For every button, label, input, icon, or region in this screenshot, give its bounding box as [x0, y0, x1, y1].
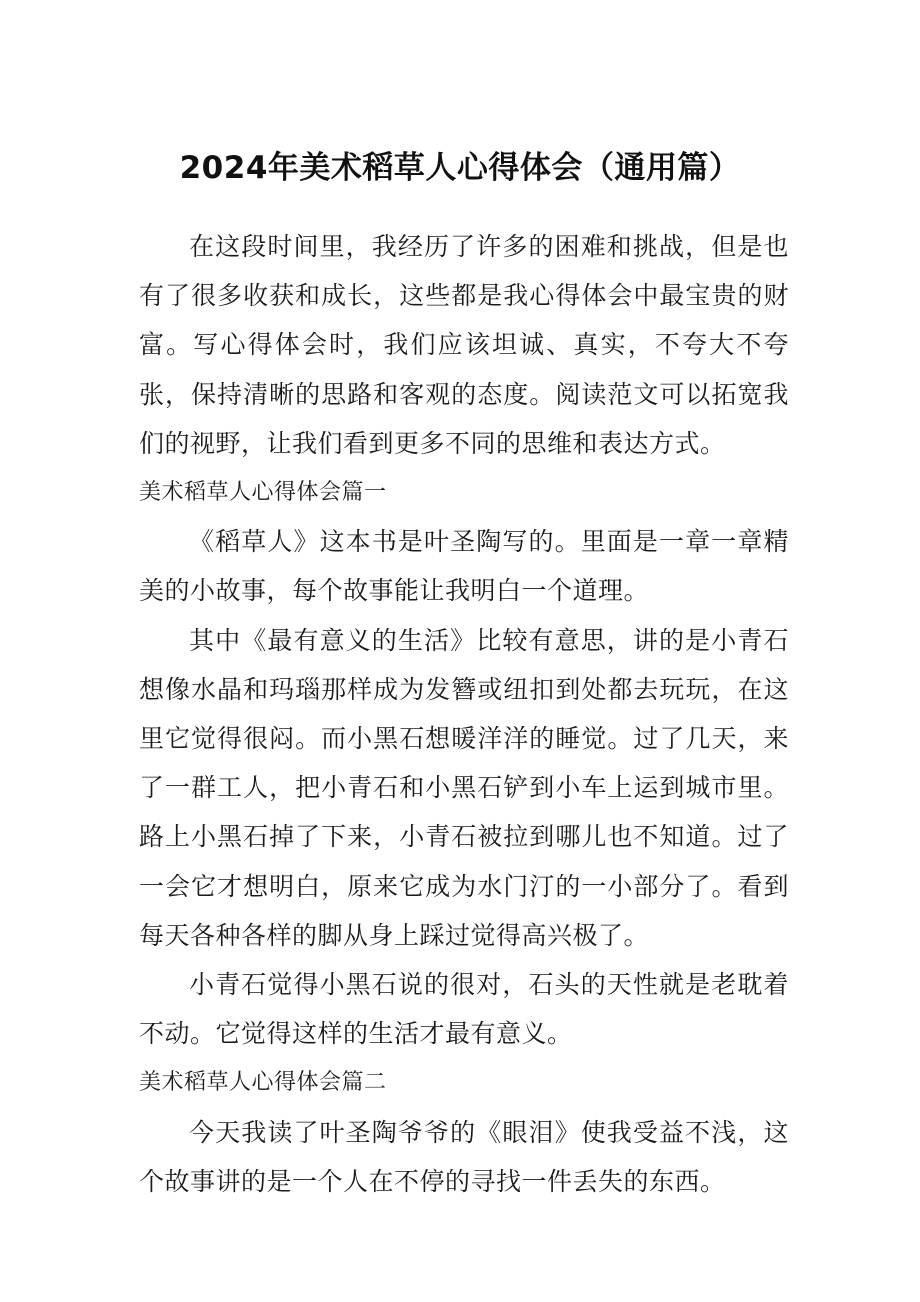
section1-paragraph-2: 其中《最有意义的生活》比较有意思，讲的是小青石想像水晶和玛瑙那样成为发簪或纽扣到处都去玩玩，在这里它觉得很闷。而小黑石想暖洋洋的睡觉。过了几天，来了一群工人，把小青石和小黑石铲到小车上运到城市里。路上小黑石掉了下来，小青石被拉到哪儿也不知道。过了一会它才想明白，原来它成为水门汀的一小部分了。看到每天各种各样的脚从身上踩过觉得高兴极了。 [139, 625, 789, 950]
section1-paragraph-1: 《稻草人》这本书是叶圣陶写的。里面是一章一章精美的小故事，每个故事能让我明白一个道理。 [139, 527, 789, 606]
section-heading-1: 美术稻草人心得体会篇一 [139, 480, 387, 506]
section2-paragraph-1: 今天我读了叶圣陶爷爷的《眼泪》使我受益不浅，这个故事讲的是一个人在不停的寻找一件丢失的东西。 [139, 1117, 789, 1196]
section-heading-2: 美术稻草人心得体会篇二 [139, 1070, 387, 1096]
section1-paragraph-3: 小青石觉得小黑石说的很对，石头的天性就是老耽着不动。它觉得这样的生活才最有意义。 [139, 970, 789, 1049]
document-body [139, 222, 789, 1206]
intro-paragraph: 在这段时间里，我经历了许多的困难和挑战，但是也有了很多收获和成长，这些都是我心得体会中最宝贵的财富。写心得体会时，我们应该坦诚、真实，不夸大不夸张，保持清晰的思路和客观的态度。阅读范文可以拓宽我们的视野，让我们看到更多不同的思维和表达方式。 [139, 232, 789, 458]
document-title: 2024年美术稻草人心得体会（通用篇） [179, 150, 741, 186]
